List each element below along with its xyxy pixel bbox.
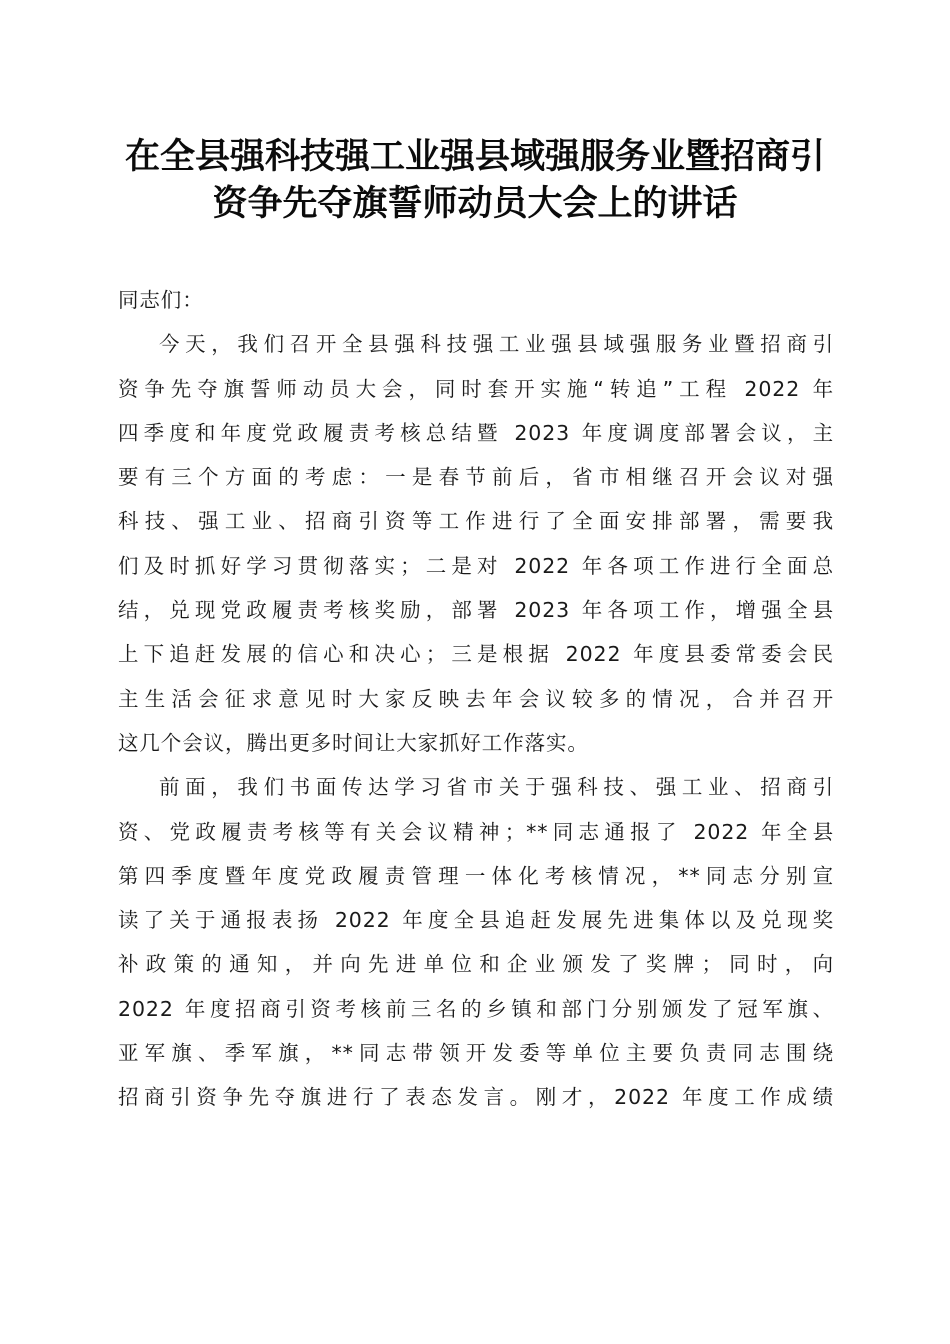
- paragraph-line: 资、党政履责考核等有关会议精神；**同志通报了 2022 年全县: [118, 819, 834, 844]
- paragraph-line: 亚军旗、季军旗，**同志带领开发委等单位主要负责同志围绕: [118, 1041, 834, 1066]
- paragraph-line: 要有三个方面的考虑：一是春节前后，省市相继召开会议对强: [118, 465, 834, 490]
- paragraph-line: 资争先夺旗誓师动员大会，同时套开实施“转追”工程 2022 年: [118, 376, 834, 401]
- title-line-2: 资争先夺旗誓师动员大会上的讲话: [212, 183, 738, 224]
- title-line-1: 在全县强科技强工业强县域强服务业暨招商引: [124, 136, 825, 177]
- paragraph-line: 读了关于通报表扬 2022 年度全县追赶发展先进集体以及兑现奖: [118, 908, 834, 933]
- salutation: 同志们：: [118, 288, 204, 312]
- paragraph-1: [118, 322, 834, 765]
- paragraph-2: [118, 765, 834, 1119]
- document-body: [118, 278, 834, 1120]
- paragraph-line: 主生活会征求意见时大家反映去年会议较多的情况，合并召开: [118, 686, 834, 711]
- paragraph-line: 科技、强工业、招商引资等工作进行了全面安排部署，需要我: [118, 509, 834, 534]
- paragraph-line: 今天，我们召开全县强科技强工业强县域强服务业暨招商引: [159, 332, 834, 357]
- paragraph-line: 招商引资争先夺旗进行了表态发言。刚才，2022 年度工作成绩: [118, 1085, 834, 1110]
- paragraph-line: 前面，我们书面传达学习省市关于强科技、强工业、招商引: [159, 775, 834, 800]
- paragraph-line: 这几个会议，腾出更多时间让大家抓好工作落实。: [118, 730, 589, 755]
- paragraph-line: 第四季度暨年度党政履责管理一体化考核情况，**同志分别宣: [118, 863, 834, 888]
- paragraph-line: 结，兑现党政履责考核奖励，部署 2023 年各项工作，增强全县: [118, 598, 834, 623]
- paragraph-line: 2022 年度招商引资考核前三名的乡镇和部门分别颁发了冠军旗、: [118, 996, 834, 1021]
- paragraph-line: 们及时抓好学习贯彻落实；二是对 2022 年各项工作进行全面总: [118, 553, 834, 578]
- paragraph-line: 上下追赶发展的信心和决心；三是根据 2022 年度县委常委会民: [118, 642, 834, 667]
- paragraph-line: 补政策的通知，并向先进单位和企业颁发了奖牌；同时，向: [118, 952, 834, 977]
- document-title: [96, 133, 854, 227]
- paragraph-line: 四季度和年度党政履责考核总结暨 2023 年度调度部署会议，主: [118, 420, 834, 445]
